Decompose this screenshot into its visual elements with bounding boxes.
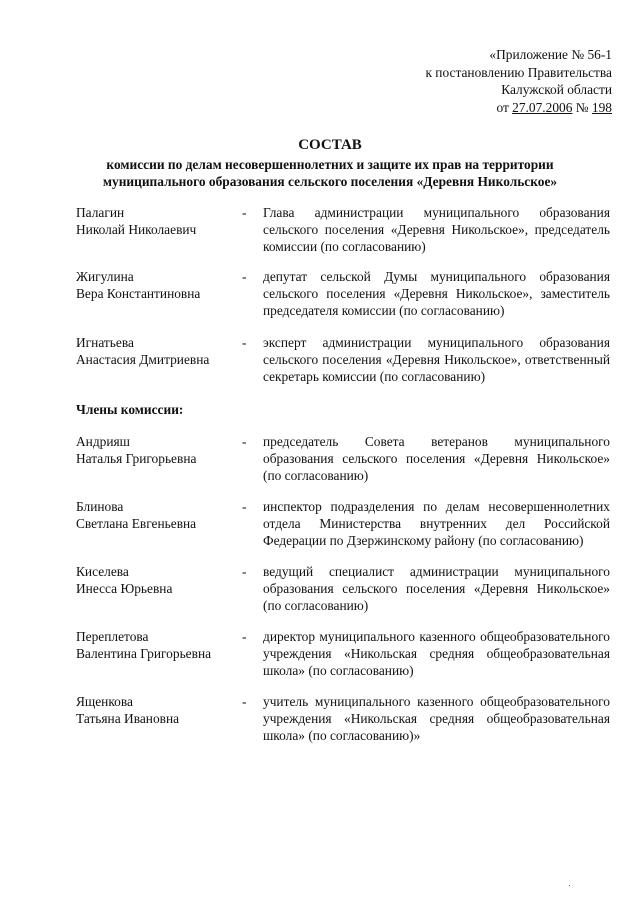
members-heading: Члены комиссии: xyxy=(76,402,184,417)
appendix-date-prefix: от xyxy=(496,99,513,115)
scan-speck xyxy=(569,885,570,886)
appendix-date: 27.07.2006 xyxy=(512,99,573,115)
person-surname: Киселева xyxy=(76,564,129,579)
appendix-line-3: Калужской области xyxy=(501,82,612,97)
person-name xyxy=(76,334,236,368)
commission-entry xyxy=(76,204,610,264)
person-given-names: Светлана Евгеньевна xyxy=(76,516,197,531)
appendix-line-1: «Приложение № 56-1 xyxy=(489,47,612,62)
page-title: СОСТАВ xyxy=(298,137,362,153)
person-given-names: Анастасия Дмитриевна xyxy=(76,352,210,367)
person-name xyxy=(76,204,236,238)
person-role: Глава администрации муниципального образования сельского поселения «Деревня Никольское», председатель комиссии (по согласованию) xyxy=(263,205,610,254)
person-surname: Жигулина xyxy=(76,269,134,284)
person-given-names: Николай Николаевич xyxy=(76,222,197,237)
subtitle-line-2: муниципального образования сельского поселения «Деревня Никольское» xyxy=(102,174,558,189)
commission-entry xyxy=(76,693,610,753)
commission-entry xyxy=(76,563,610,623)
entry-dash: - xyxy=(242,269,247,284)
person-given-names: Валентина Григорьевна xyxy=(76,646,212,661)
person-surname: Андрияш xyxy=(76,434,130,449)
appendix-number: 198 xyxy=(591,99,612,115)
person-surname: Палагин xyxy=(76,205,125,220)
person-name xyxy=(76,433,236,467)
commission-entry xyxy=(76,628,610,688)
person-given-names: Наталья Григорьевна xyxy=(76,451,197,466)
entry-dash: - xyxy=(242,629,247,644)
person-role: директор муниципального казенного общеобразовательного учреждения «Никольская средняя общеобразовательная школа» (по согласованию) xyxy=(263,629,610,678)
person-role: ведущий специалист администрации муниципального образования сельского поселения «Деревня Никольское» (по согласованию) xyxy=(263,564,610,613)
commission-entry xyxy=(76,334,610,394)
person-surname: Переплетова xyxy=(76,629,149,644)
person-surname: Ященкова xyxy=(76,694,133,709)
entry-dash: - xyxy=(242,499,247,514)
person-role: учитель муниципального казенного общеобразовательного учреждения «Никольская средняя общеобразовательная школа» (по согласованию)» xyxy=(263,694,610,743)
commission-entry xyxy=(76,433,610,493)
person-given-names: Татьяна Ивановна xyxy=(76,711,180,726)
page-subtitle xyxy=(60,156,600,190)
commission-entry xyxy=(76,268,610,328)
entry-dash: - xyxy=(242,564,247,579)
appendix-number-sign: № xyxy=(572,99,592,115)
person-given-names: Вера Константиновна xyxy=(76,286,201,301)
person-given-names: Инесса Юрьевна xyxy=(76,581,173,596)
subtitle-line-1: комиссии по делам несовершеннолетних и защите их прав на территории xyxy=(106,157,554,172)
person-name xyxy=(76,693,236,727)
appendix-header xyxy=(425,46,612,116)
person-surname: Игнатьева xyxy=(76,335,134,350)
appendix-line-2: к постановлению Правительства xyxy=(425,64,612,80)
entry-dash: - xyxy=(242,335,247,350)
person-name xyxy=(76,628,236,662)
commission-entry xyxy=(76,498,610,558)
person-name xyxy=(76,498,236,532)
person-role: депутат сельской Думы муниципального образования сельского поселения «Деревня Никольское», заместитель председателя комиссии (по согласованию) xyxy=(263,269,610,318)
entry-dash: - xyxy=(242,205,247,220)
person-name xyxy=(76,563,236,597)
person-role: председатель Совета ветеранов муниципального образования сельского поселения «Деревня Никольское» (по согласованию) xyxy=(263,434,610,483)
person-role: эксперт администрации муниципального образования сельского поселения «Деревня Никольское», ответственный секретарь комиссии (по согласованию) xyxy=(263,335,610,384)
person-name xyxy=(76,268,236,302)
appendix-date-line xyxy=(425,99,612,117)
entry-dash: - xyxy=(242,434,247,449)
person-role: инспектор подразделения по делам несовершеннолетних отдела Министерства внутренних дел Российской Федерации по Дзержинскому району (по согласованию) xyxy=(263,499,610,548)
person-surname: Блинова xyxy=(76,499,124,514)
entry-dash: - xyxy=(242,694,247,709)
